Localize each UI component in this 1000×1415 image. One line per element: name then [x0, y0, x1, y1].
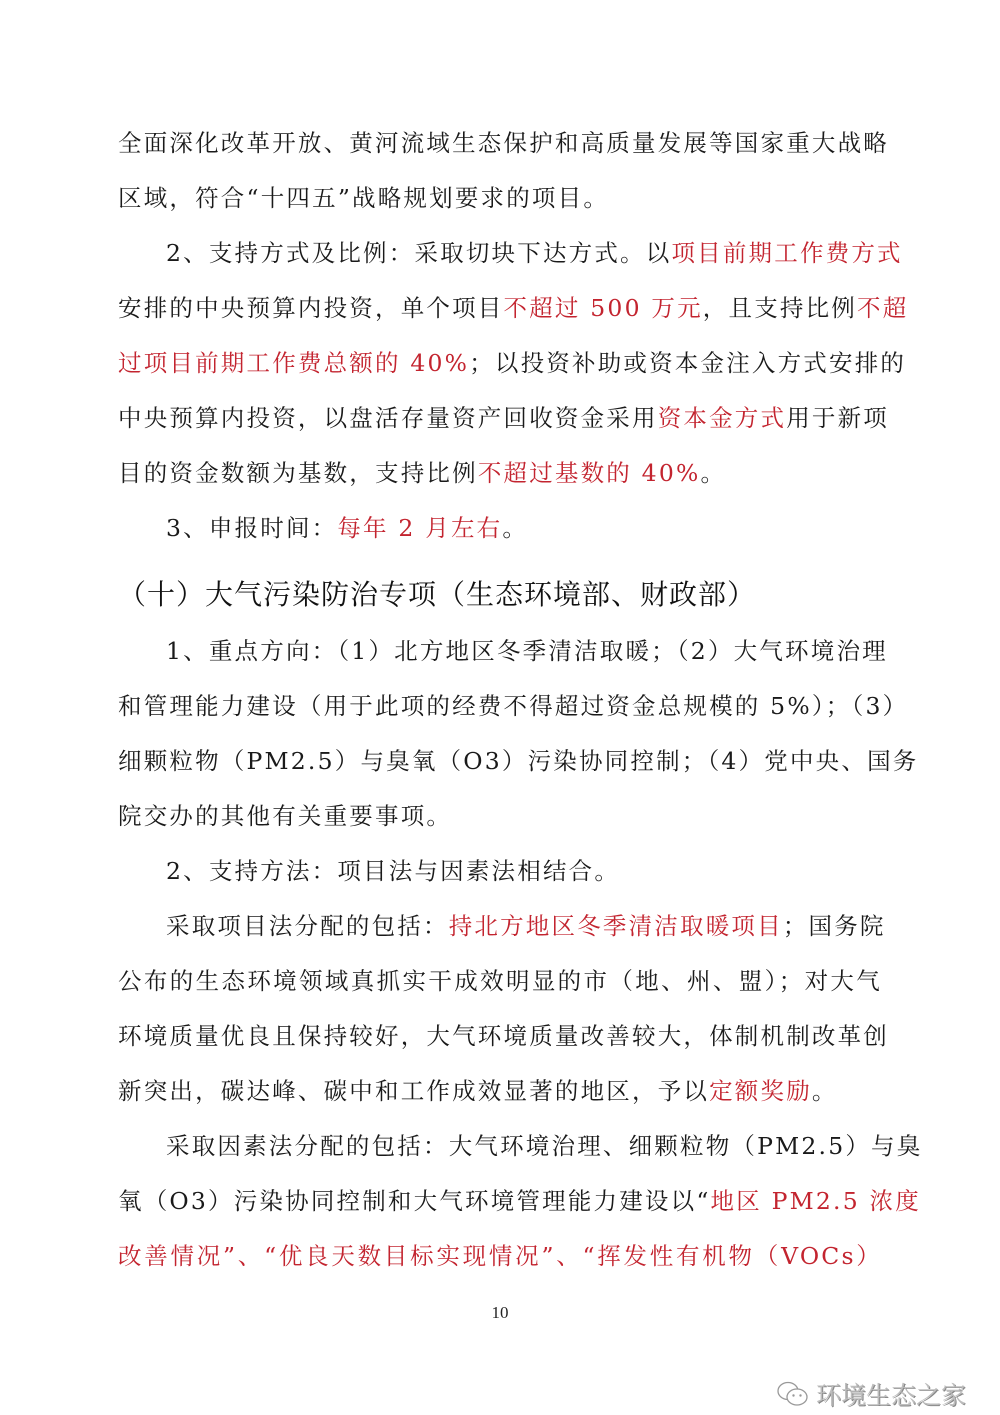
body-text: 氧（O3）污染协同控制和大气环境管理能力建设以“: [118, 1187, 711, 1215]
text-line: [118, 801, 882, 831]
body-text: 1、重点方向：（1）北方地区冬季清洁取暖；（2）大气环境治理: [166, 637, 888, 665]
watermark: [776, 1376, 966, 1412]
text-line: [118, 128, 889, 158]
text-line: [118, 746, 919, 776]
highlighted-text: 每年 2 月左右: [337, 514, 503, 542]
body-text: 2、支持方法：项目法与因素法相结合。: [166, 857, 621, 885]
text-line: [118, 1076, 882, 1106]
body-text: 公布的生态环境领域真抓实干成效明显的市（地、州、盟）；对大气: [118, 967, 882, 995]
text-line: [166, 636, 888, 666]
body-text: 3、申报时间：: [166, 514, 338, 542]
text-line: [118, 966, 882, 996]
body-text: ，且支持比例: [702, 294, 857, 322]
highlighted-text: 持北方地区冬季清洁取暖项目: [448, 912, 783, 940]
highlighted-text: 不超: [857, 294, 909, 322]
body-text: 采取项目法分配的包括：: [166, 912, 449, 940]
text-line: [166, 856, 882, 886]
body-text: 全面深化改革开放、黄河流域生态保护和高质量发展等国家重大战略: [118, 129, 889, 157]
highlighted-text: 不超过基数的 40%: [477, 459, 701, 487]
body-text: 细颗粒物（PM2.5）与臭氧（O3）污染协同控制；（4）党中央、国务: [118, 747, 919, 775]
text-line: [166, 1131, 923, 1161]
body-text: 。: [502, 514, 529, 542]
text-line: [166, 911, 886, 941]
text-line: [118, 403, 890, 433]
text-line: [118, 691, 909, 721]
text-line: [118, 183, 882, 213]
body-text: 采取因素法分配的包括：大气环境治理、细颗粒物（PM2.5）与臭: [166, 1132, 923, 1160]
wechat-icon: [776, 1380, 810, 1408]
text-line: [118, 458, 882, 488]
highlighted-text: 改善情况”、“优良天数目标实现情况”、“挥发性有机物（VOCs）: [118, 1242, 882, 1270]
body-text: 。: [700, 459, 727, 487]
text-line: [118, 1241, 882, 1271]
watermark-text: 环境生态之家: [816, 1381, 967, 1410]
text-line: [118, 293, 909, 323]
body-text: 区域，符合“十四五”战略规划要求的项目。: [118, 184, 610, 212]
text-line: [166, 513, 882, 543]
body-text: 2、支持方式及比例：采取切块下达方式。以: [166, 239, 672, 267]
text-line: [118, 1186, 921, 1216]
text-line: [118, 1021, 889, 1051]
highlighted-text: 地区 PM2.5 浓度: [710, 1187, 921, 1215]
body-text: 和管理能力建设（用于此项的经费不得超过资金总规模的 5%）；（3）: [118, 692, 909, 720]
highlighted-text: 过项目前期工作费总额的 40%: [118, 349, 470, 377]
highlighted-text: 项目前期工作费方式: [671, 239, 903, 267]
highlighted-text: 不超过 500 万元: [503, 294, 703, 322]
highlighted-text: 定额奖励: [709, 1077, 812, 1105]
body-text: 用于新项: [786, 404, 890, 432]
body-text: ；国务院: [782, 912, 886, 940]
body-text: 新突出，碳达峰、碳中和工作成效显著的地区，予以: [118, 1077, 710, 1105]
text-line: [118, 348, 907, 378]
body-text: 中央预算内投资，以盘活存量资产回收资金采用: [118, 404, 658, 432]
body-text: 安排的中央预算内投资，单个项目: [118, 294, 504, 322]
body-text: 目的资金数额为基数，支持比例: [118, 459, 478, 487]
body-text: 。: [811, 1077, 838, 1105]
body-text: 院交办的其他有关重要事项。: [118, 802, 453, 830]
page-number: 10: [491, 1303, 509, 1322]
text-line: [166, 238, 903, 268]
body-text: ；以投资补助或资本金注入方式安排的: [469, 349, 907, 377]
body-text: 环境质量优良且保持较好，大气环境质量改善较大，体制机制改革创: [118, 1022, 889, 1050]
section-heading: （十）大气污染防治专项（生态环境部、财政部）: [118, 578, 757, 611]
highlighted-text: 资本金方式: [657, 404, 787, 432]
